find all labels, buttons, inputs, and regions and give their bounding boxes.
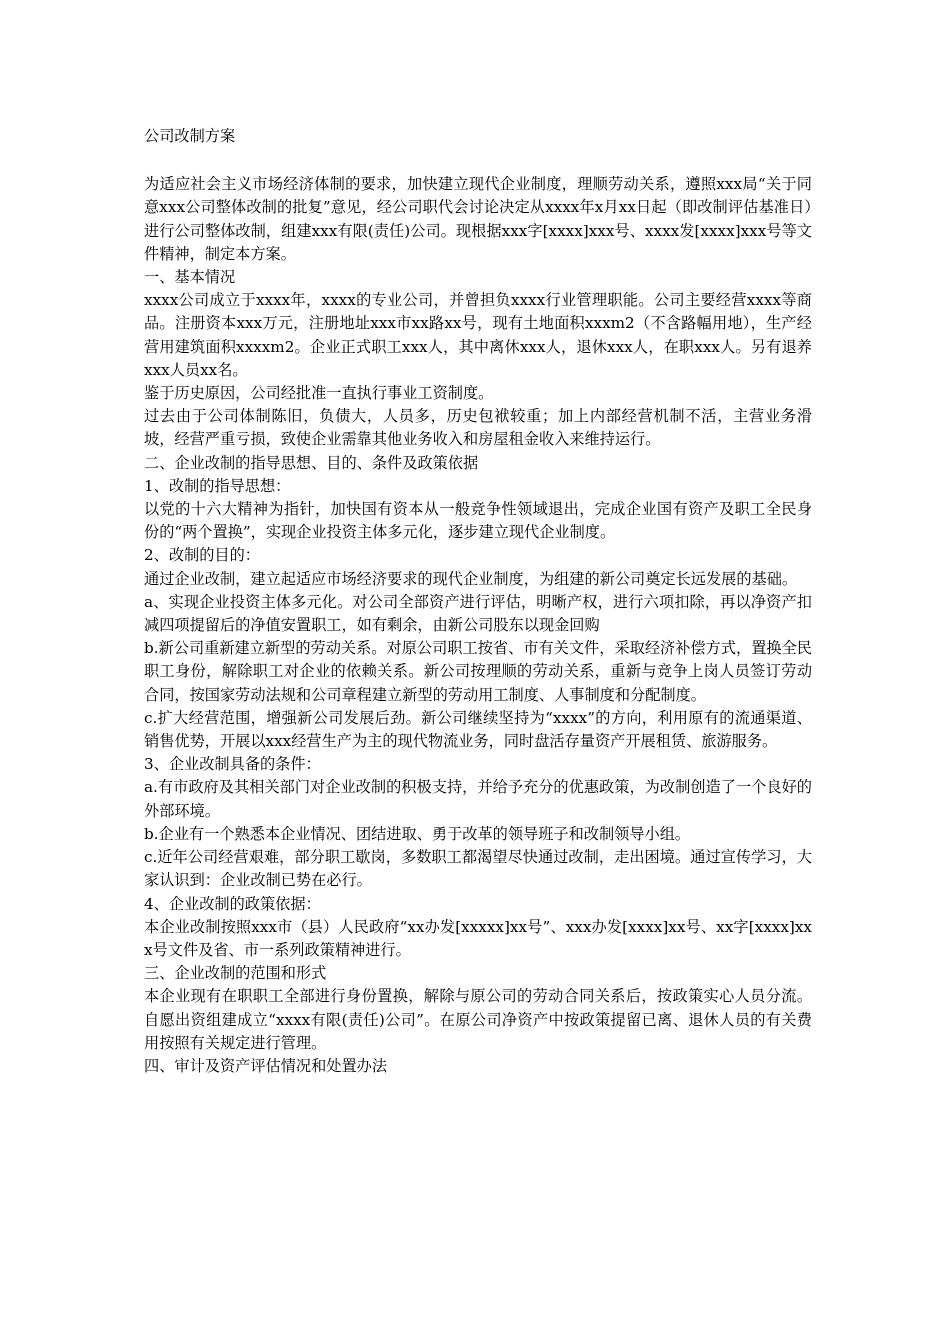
section-heading-scope-form: 三、企业改制的范围和形式	[144, 964, 327, 983]
subheading-policy-basis: 4、企业改制的政策依据：	[144, 894, 321, 913]
section-heading-audit-valuation: 四、审计及资产评估情况和处置办法	[144, 1056, 387, 1075]
subheading-conditions: 3、企业改制具备的条件：	[144, 755, 321, 774]
subheading-guiding-thought: 1、改制的指导思想：	[144, 476, 291, 495]
document-page	[144, 125, 812, 1078]
list-item-purpose-a: a、实现企业投资主体多元化。对公司全部资产进行评估，明晰产权，进行六项扣除，再以净资产扣减四项提留后的净值安置职工，如有剩余，由新公司股东以现金回购	[144, 592, 812, 635]
list-item-condition-c: c.近年公司经营艰难，部分职工歇岗，多数职工都渴望尽快通过改制，走出困境。通过宣传学习，大家认识到：企业改制已势在必行。	[144, 848, 812, 890]
section-heading-guiding-ideas: 二、企业改制的指导思想、目的、条件及政策依据	[144, 453, 479, 472]
paragraph-scope-form: 本企业现有在职职工全部进行身份置换，解除与原公司的劳动合同关系后，按政策实心人员分流。自愿出资组建成立“xxxx有限(责任)公司”。在原公司净资产中按政策提留已离、退休人员的有关费用按照有关规定进行管理。	[144, 987, 812, 1052]
paragraph-intro: 为适应社会主义市场经济体制的要求，加快建立现代企业制度，理顺劳动关系，遵照xxx局“关于同意xxx公司整体改制的批复”意见，经公司职代会讨论决定从xxxx年x月xx日起（即改制评估基准日）进行公司整体改制，组建xxx有限(责任)公司。现根据xxx字[xxxx]xxx号、xxxx发[xxxx]xxx号等文件精神，制定本方案。	[144, 175, 812, 263]
paragraph-past-difficulties: 过去由于公司体制陈旧，负债大，人员多，历史包袱较重；加上内部经营机制不活，主营业务滑坡，经营严重亏损，致使企业需靠其他业务收入和房屋租金收入来维持运行。	[144, 407, 812, 449]
section-heading-basic-info: 一、基本情况	[144, 268, 236, 287]
paragraph-wage-system: 鉴于历史原因，公司经批准一直执行事业工资制度。	[144, 384, 494, 403]
document-title: 公司改制方案	[144, 127, 236, 145]
paragraph-policy-basis: 本企业改制按照xxx市（县）人民政府“xx办发[xxxxx]xx号”、xxx办发[xxxx]xx号、xx字[xxxx]xxx号文件及省、市一系列政策精神进行。	[144, 917, 812, 959]
list-item-condition-b: b.企业有一个熟悉本企业情况、团结进取、勇于改革的领导班子和改制领导小组。	[144, 824, 691, 843]
paragraph-company-profile: xxxx公司成立于xxxx年，xxxx的专业公司，并曾担负xxxx行业管理职能。公司主要经营xxxx等商品。注册资本xxx万元，注册地址xxx市xx路xx号，现有土地面积xxxm2（不含路幅用地），生产经营用建筑面积xxxxm2。企业正式职工xxx人，其中离休xxx人，退休xxx人，在职xxx人。另有退养xxx人员xx名。	[144, 291, 812, 379]
list-item-purpose-b: b.新公司重新建立新型的劳动关系。对原公司职工按省、市有关文件，采取经济补偿方式，置换全民职工身份，解除职工对企业的依赖关系。新公司按理顺的劳动关系，重新与竞争上岗人员签订劳动合同，按国家劳动法规和公司章程建立新型的劳动用工制度、人事制度和分配制度。	[144, 639, 812, 704]
list-item-condition-a: a.有市政府及其相关部门对企业改制的积极支持，并给予充分的优惠政策，为改制创造了一个良好的外部环境。	[144, 778, 812, 820]
subheading-purpose: 2、改制的目的：	[144, 546, 260, 565]
paragraph-purpose: 通过企业改制，建立起适应市场经济要求的现代企业制度，为组建的新公司奠定长远发展的基础。	[144, 569, 798, 588]
paragraph-guiding-thought: 以党的十六大精神为指针，加快国有资本从一般竞争性领域退出，完成企业国有资产及职工全民身份的“两个置换”，实现企业投资主体多元化，逐步建立现代企业制度。	[144, 500, 812, 542]
list-item-purpose-c: c.扩大经营范围，增强新公司发展后劲。新公司继续坚持为“xxxx”的方向，利用原有的流通渠道、销售优势，开展以xxx经营生产为主的现代物流业务，同时盘活存量资产开展租赁、旅游服务。	[144, 708, 812, 751]
